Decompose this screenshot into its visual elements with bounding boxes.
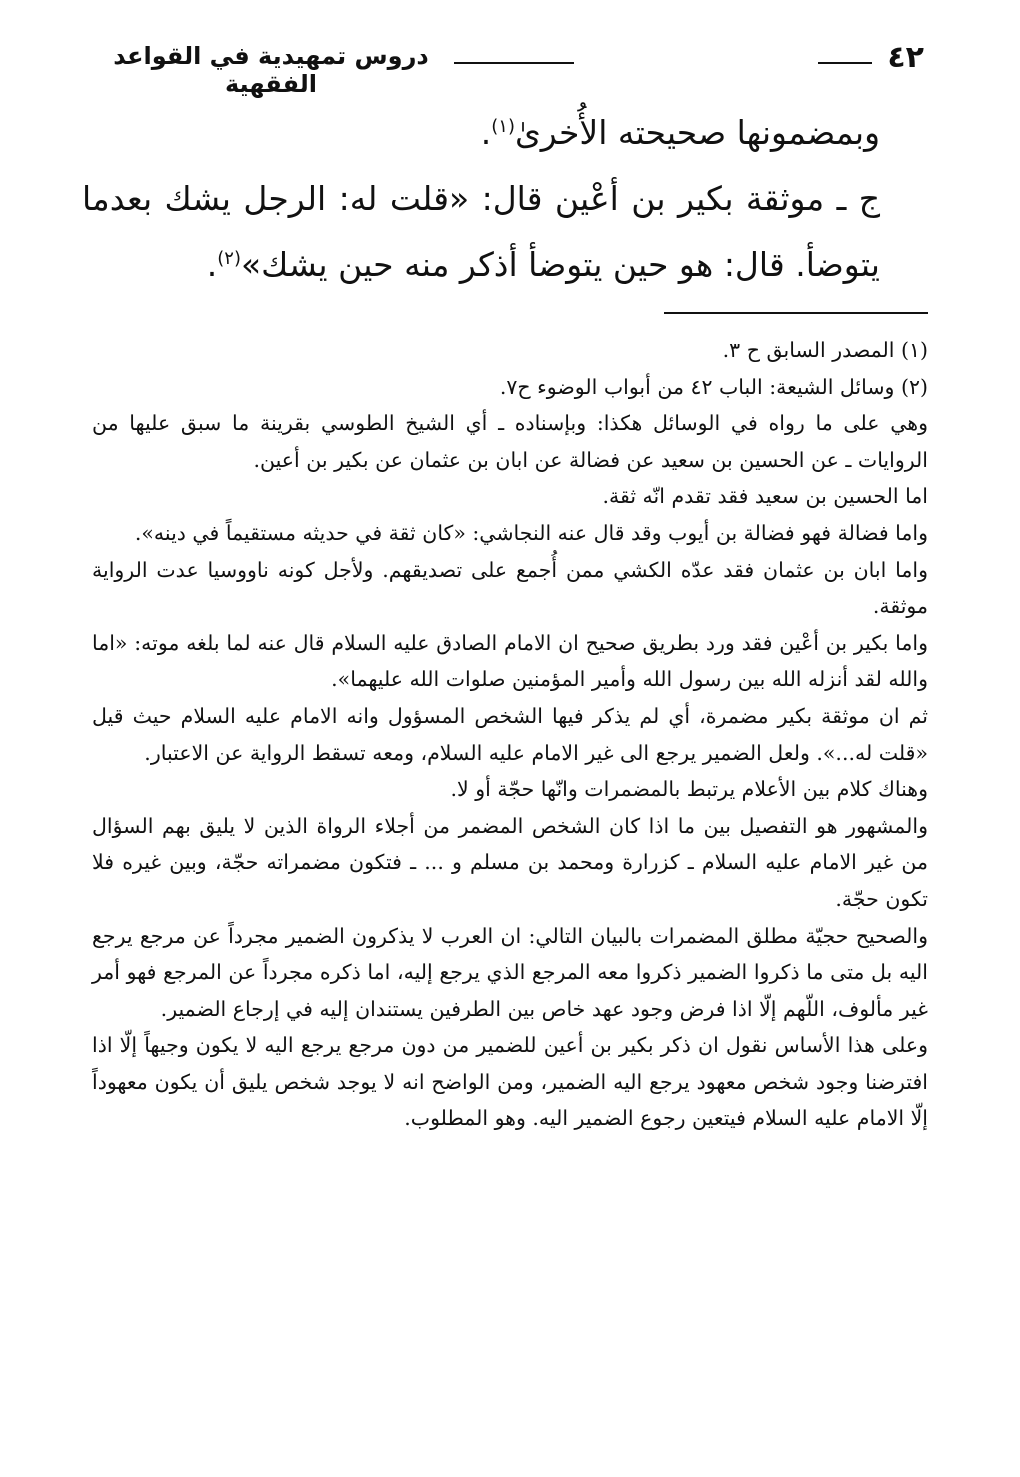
main-line: ج ـ موثقة بكير بن أعْين قال: «قلت له: الرجل يشك بعدما يتوضأ. قال: هو حين يتوضأ أذكر منه حين يشك»	[82, 179, 880, 284]
footnote-paragraph: واما بكير بن أعْين فقد ورد بطريق صحيح ان الامام الصادق عليه السلام قال عنه لما بلغه موته: «اما والله لقد أنزله الله بين رسول الله وأمير المؤمنين صلوات الله عليهما».	[92, 630, 928, 692]
footnote-paragraph: واما ابان بن عثمان فقد عدّه الكشي ممن أُجمع على تصديقهم. ولأجل كونه ناووسيا عدت الرواية موثقة.	[92, 557, 928, 619]
main-paragraph	[82, 166, 932, 298]
footnote-paragraph: وهي على ما رواه في الوسائل هكذا: وبإسناده ـ أي الشيخ الطوسي بقرينة ما سبق عليها من الروايات ـ عن الحسين بن سعيد عن فضالة عن ابان بن عثمان عن بكير بن أعين.	[92, 411, 928, 472]
main-paragraph	[82, 100, 932, 166]
main-text	[82, 100, 932, 298]
header-rule	[454, 62, 574, 64]
footnote-item: (٢) وسائل الشيعة: الباب ٤٢ من أبواب الوضوء ح٧.	[499, 374, 928, 399]
footnote-paragraph: واما فضالة فهو فضالة بن أيوب وقد قال عنه النجاشي: «كان ثقة في حديثه مستقيماً في دينه».	[134, 520, 928, 545]
footnote-paragraph: ثم ان موثقة بكير مضمرة، أي لم يذكر فيها الشخص المسؤول وانه الامام عليه السلام حيث قيل «قلت له...». ولعل الضمير يرجع الى غير الامام عليه السلام، ومعه تسقط الرواية عن الاعتبار.	[92, 703, 928, 765]
footnote-paragraph: اما الحسين بن سعيد فقد تقدم انّه ثقة.	[602, 484, 928, 509]
footnote-item: (١) المصدر السابق ح ٣.	[722, 338, 928, 362]
page-number: ٤٢	[887, 40, 924, 75]
footnotes	[92, 332, 928, 1137]
footnote-paragraph: وعلى هذا الأساس نقول ان ذكر بكير بن أعين للضمير من دون مرجع يرجع اليه لا يكون وجيهاً إلّا اذا افترضنا وجود شخص معهود يرجع اليه الضمير، ومن الواضح انه لا يوجد شخص يليق أن يكون معهوداً إلّا الامام عليه السلام فيتعين رجوع الضمير اليه. وهو المطلوب.	[92, 1033, 928, 1131]
footnote-paragraph: والمشهور هو التفصيل بين ما اذا كان الشخص المضمر من أجلاء الرواة الذين لا يليق بهم السؤال من غير الامام عليه السلام ـ كزرارة ومحمد بن مسلم و ... ـ فتكون مضمراته حجّة، وبين غيره فلا تكون حجّة.	[92, 813, 928, 911]
footnote-paragraph: وهناك كلام بين الأعلام يرتبط بالمضمرات وانّها حجّة أو لا.	[450, 777, 928, 802]
header-rule	[818, 62, 872, 64]
footnote-separator	[664, 312, 928, 314]
punctuation: .	[480, 113, 492, 152]
punctuation: .	[206, 245, 218, 284]
book-title: دروس تمهيدية في القواعد الفقهية	[113, 42, 429, 98]
main-line: وبمضمونها صحيحته الأُخرىٰ	[514, 113, 880, 152]
running-header	[92, 38, 932, 98]
footnote-ref[interactable]: (١)	[491, 116, 515, 137]
footnote-paragraph: والصحيح حجيّة مطلق المضمرات بالبيان التالي: ان العرب لا يذكرون الضمير مجرداً عن مرجع يرجع اليه بل متى ما ذكروا الضمير ذكروا معه المرجع الذي يرجع إليه، اما ذكره مجرداً عن المرجع فهو أمر غير مألوف، اللّهم إلّا اذا فرض وجود عهد خاص بين الطرفين يستندان إليه في إرجاع الضمير.	[92, 923, 928, 1021]
footnote-ref[interactable]: (٢)	[217, 248, 241, 269]
